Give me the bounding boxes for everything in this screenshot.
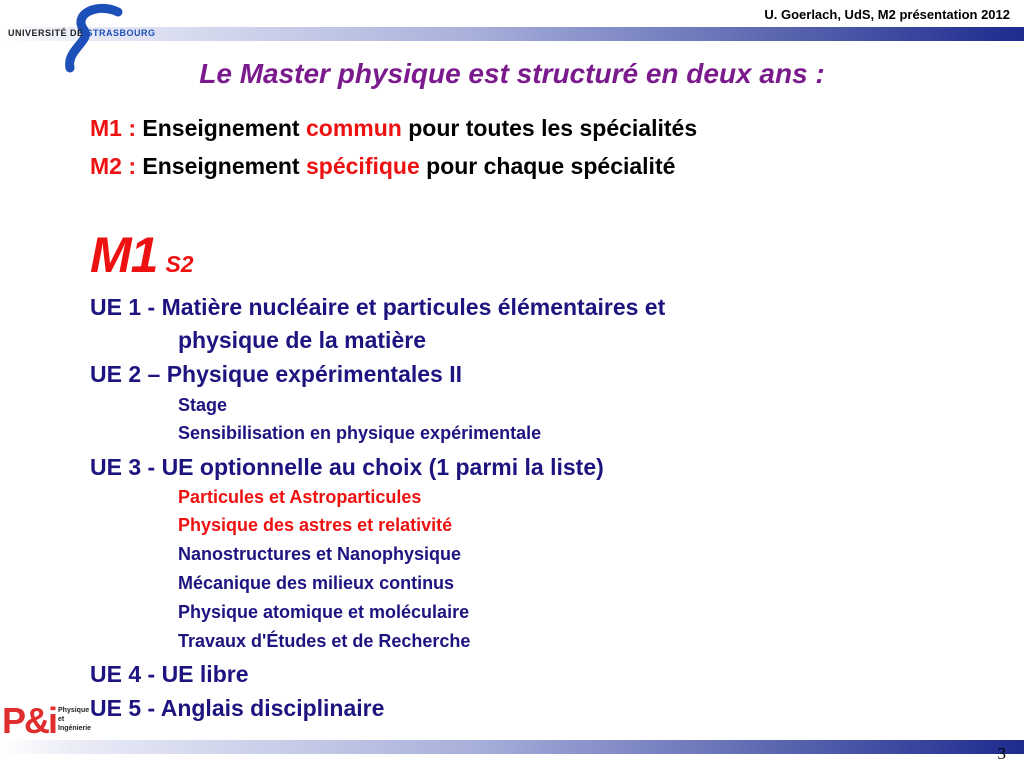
ue2-title: UE 2 – Physique expérimentales II bbox=[90, 361, 462, 387]
m1-heading: M1 S2 bbox=[90, 227, 194, 283]
ue3-option: Physique des astres et relativité bbox=[178, 515, 453, 535]
page-number: 3 bbox=[997, 744, 1006, 763]
ue1-title-cont: physique de la matière bbox=[178, 327, 426, 353]
ue5-title: UE 5 - Anglais disciplinaire bbox=[90, 695, 385, 721]
footer-gradient-bar bbox=[0, 740, 1024, 754]
ue3-option: Particules et Astroparticules bbox=[178, 487, 422, 507]
university-name: UNIVERSITÉ DE STRASBOURG bbox=[8, 28, 156, 38]
pi-logo-mark: P&i bbox=[2, 700, 57, 741]
physique-ingenierie-logo bbox=[0, 700, 110, 745]
ue3-option: Nanostructures et Nanophysique bbox=[178, 544, 462, 564]
ue3-title: UE 3 - UE optionnelle au choix (1 parmi la liste) bbox=[90, 454, 604, 480]
ue4-title: UE 4 - UE libre bbox=[90, 661, 249, 687]
ue1-title: UE 1 - Matière nucléaire et particules élémentaires et bbox=[90, 294, 666, 320]
ue3-option: Mécanique des milieux continus bbox=[178, 573, 455, 593]
ue3-option: Travaux d'Études et de Recherche bbox=[178, 631, 471, 651]
header-credit: U. Goerlach, UdS, M2 présentation 2012 bbox=[764, 7, 1010, 22]
ue2-item: Sensibilisation en physique expérimentale bbox=[178, 423, 542, 443]
slide-title: Le Master physique est structuré en deux ans : bbox=[199, 58, 825, 89]
intro-m2: M2 : Enseignement spécifique pour chaque spécialité bbox=[90, 153, 676, 179]
ue2-item: Stage bbox=[178, 395, 228, 415]
ue3-option: Physique atomique et moléculaire bbox=[178, 602, 470, 622]
intro-m1: M1 : Enseignement commun pour toutes les spécialités bbox=[90, 115, 698, 141]
pi-logo-text: Physique et Ingénierie bbox=[58, 707, 92, 732]
